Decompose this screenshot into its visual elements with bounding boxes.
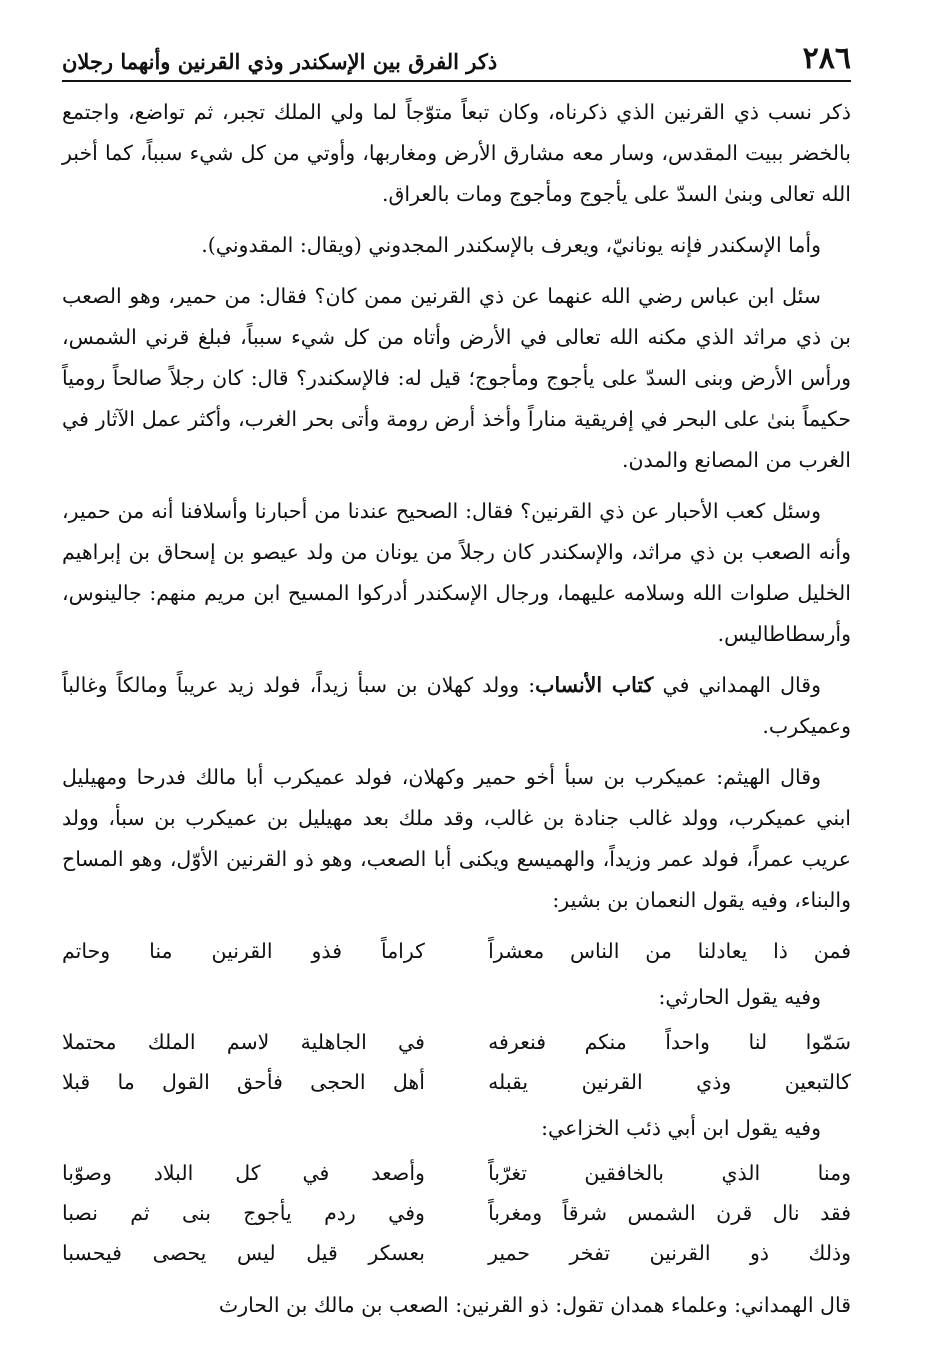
paragraph-5-intro: وقال الهمداني في — [653, 673, 821, 697]
verse-3 — [62, 1062, 851, 1102]
verse-6-first: وذلك ذو القرنين تفخر حمير — [488, 1240, 851, 1265]
page-number: ٢٨٦ — [802, 41, 851, 76]
verse-6-second: بعسكر قيل ليس يحصى فيحسبا — [62, 1240, 425, 1265]
paragraph-5 — [62, 665, 851, 747]
verse-3-first: كالتبعين وذي القرنين يقبله — [488, 1069, 851, 1094]
verse-1-second: كراماً فذو القرنين منا وحاتم — [62, 938, 425, 963]
paragraph-6: وقال الهيثم: عميكرب بن سبأ أخو حمير وكهلان، فولد عميكرب أبا مالك فدرحا ومهيليل ابني عميكرب، وولد غالب جنادة بن غالب، وقد ملك بعد مهيليل بن عميكرب بن سبأ، وولد عريب عمراً، فولد عمر وزيداً، والهميسع ويكنى أبا الصعب، وهو ذو القرنين الأوّل، وهو المساح والبناء، وفيه يقول النعمان بن بشير: — [62, 765, 851, 912]
verse-1-first: فمن ذا يعادلنا من الناس معشراً — [488, 938, 851, 963]
book-title-ansab: كتاب الأنساب — [535, 673, 654, 697]
verse-4-second: وأصعد في كل البلاد وصوّبا — [62, 1160, 425, 1185]
verse-intro-harithi: وفيه يقول الحارثي: — [658, 985, 821, 1009]
verse-2 — [62, 1022, 851, 1062]
verse-intro-khuzai: وفيه يقول ابن أبي ذئب الخزاعي: — [541, 1116, 821, 1140]
verse-5-first: فقد نال قرن الشمس شرقاً ومغرباً — [488, 1200, 851, 1225]
verse-4-first: ومنا الذي بالخافقين تغرّباً — [488, 1160, 851, 1185]
paragraph-2: وأما الإسكندر فإنه يونانيّ، ويعرف بالإسكندر المجدوني (ويقال: المقدوني). — [201, 233, 821, 257]
verse-2-second: في الجاهلية لاسم الملك محتملا — [62, 1029, 425, 1054]
paragraph-3: سئل ابن عباس رضي الله عنهما عن ذي القرنين ممن كان؟ فقال: من حمير، وهو الصعب بن ذي مراثد الذي مكنه الله تعالى في الأرض وأتاه من كل شيء سبباً، فبلغ قرني الشمس، ورأس الأرض وبنى السدّ على يأجوج ومأجوج؛ قيل له: فالإسكندر؟ قال: كان رجلاً صالحاً رومياً حكيماً بنىٰ على البحر في إفريقية مناراً وأخذ أرض رومة وأتى بحر الغرب، وأكثر عمل الآثار في الغرب من المصانع والمدن. — [62, 284, 851, 472]
verse-1 — [62, 931, 851, 971]
verse-5-second: وفي ردم يأجوج بنى ثم نصبا — [62, 1200, 425, 1225]
verse-4 — [62, 1153, 851, 1193]
paragraph-last: قال الهمداني: وعلماء همدان تقول: ذو القرنين: الصعب بن مالك بن الحارث — [218, 1293, 851, 1317]
page-body — [62, 92, 851, 1336]
paragraph-1: ذكر نسب ذي القرنين الذي ذكرناه، وكان تبعاً متوّجاً لما ولي الملك تجبر، ثم تواضع، واجتمع بالخضر ببيت المقدس، وسار معه مشارق الأرض ومغاربها، وأوتي من كل شيء سبباً، كما أخبر الله تعالى وبنىٰ السدّ على يأجوج ومأجوج ومات بالعراق. — [62, 100, 851, 206]
verse-6 — [62, 1233, 851, 1273]
verse-5 — [62, 1193, 851, 1233]
paragraph-4: وسئل كعب الأحبار عن ذي القرنين؟ فقال: الصحيح عندنا من أحبارنا وأسلافنا أنه من حمير، وأنه الصعب بن ذي مراثد، والإسكندر كان رجلاً من يونان من ولد عيصو بن إسحاق بن إبراهيم الخليل صلوات الله وسلامه عليهما، ورجال الإسكندر أدركوا المسيح ابن مريم منهم: جالينوس، وأرسطاطاليس. — [62, 499, 851, 646]
verse-2-first: سَمّوا لنا واحداً منكم فنعرفه — [488, 1029, 851, 1054]
verse-3-second: أهل الحجى فأحق القول ما قبلا — [62, 1069, 425, 1094]
running-title: ذكر الفرق بين الإسكندر وذي القرنين وأنهما رجلان — [62, 49, 498, 74]
paragraph-5-text: : وولد كهلان بن سبأ زيداً، فولد زيد عريباً ومالكاً وغالباً وعميكرب. — [62, 673, 851, 738]
page-header — [62, 36, 851, 82]
